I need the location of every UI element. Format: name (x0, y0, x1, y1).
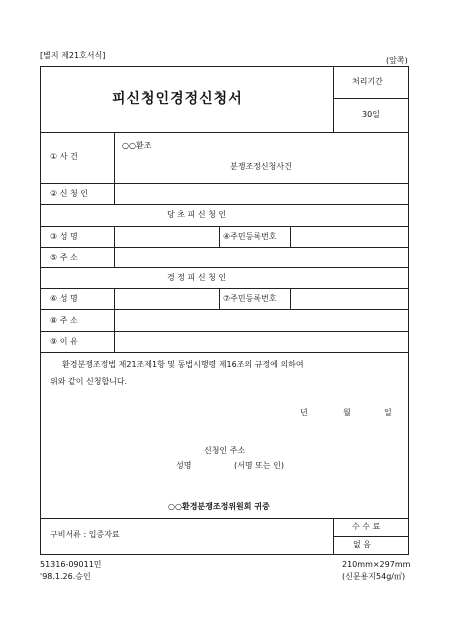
date-month: 월 (343, 408, 351, 417)
column-divider (114, 288, 115, 352)
row-divider (40, 518, 409, 519)
applicant-address-label: 신청인 주소 (204, 446, 246, 455)
statement-line-2: 위와 같이 신청합니다. (50, 377, 128, 386)
page-side-label: (앞쪽) (386, 56, 408, 65)
addressee: ○○환경분쟁조정위원회 귀중 (168, 502, 270, 511)
row-divider (40, 132, 409, 133)
corrected-name-label: ⑥ 성 명 (50, 294, 78, 303)
signature-note: (서명 또는 인) (234, 461, 284, 470)
row-divider (40, 267, 409, 268)
row-divider (40, 183, 409, 184)
required-documents: 구비서류 : 입증자료 (50, 530, 120, 539)
fee-label: 수 수 료 (352, 522, 381, 531)
paper-type: (신문용지54g/㎡) (342, 572, 406, 581)
applicant-name-label: 성명 (176, 461, 192, 470)
row-divider (40, 288, 409, 289)
case-label: ① 사 건 (50, 152, 78, 161)
row-divider (40, 309, 409, 310)
row-divider (333, 536, 409, 537)
original-respondent-header: 당 초 피 신 청 인 (167, 210, 227, 219)
case-name: ○○환조 (122, 141, 152, 150)
original-address-label: ⑤ 주 소 (50, 253, 78, 262)
column-divider (114, 226, 115, 267)
form-code: 51316-09011민 (40, 560, 102, 569)
column-divider (114, 132, 115, 204)
column-divider (290, 288, 291, 309)
processing-period-label: 처리기간 (352, 77, 383, 86)
case-type: 분쟁조정신청사건 (230, 162, 292, 171)
corrected-respondent-header: 경 정 피 신 청 인 (167, 273, 227, 282)
row-divider (40, 331, 409, 332)
applicant-label: ② 신 청 인 (50, 189, 88, 198)
row-divider (40, 204, 409, 205)
original-name-label: ③ 성 명 (50, 232, 78, 241)
row-divider (40, 352, 409, 353)
processing-period-value: 30일 (362, 110, 380, 119)
form-frame (40, 66, 409, 555)
original-rrn-label: ④주민등록번호 (223, 232, 277, 241)
column-divider (333, 66, 334, 132)
reason-label: ⑨ 이 유 (50, 337, 78, 346)
column-divider (219, 226, 220, 247)
date-day: 일 (384, 408, 392, 417)
paper-size: 210mm×297mm (342, 560, 411, 569)
column-divider (219, 288, 220, 309)
column-divider (333, 518, 334, 555)
approval-date: '98.1.26.승인 (40, 572, 91, 581)
form-title: 피신청인경정신청서 (112, 91, 243, 107)
corrected-address-label: ⑧ 주 소 (50, 316, 78, 325)
row-divider (40, 247, 409, 248)
form-number: [별지 제21호서식] (40, 51, 106, 60)
statement-line-1: 환경분쟁조정법 제21조제1항 및 동법시행령 제16조의 규정에 의하여 (62, 360, 304, 369)
row-divider (40, 226, 409, 227)
fee-value: 없 음 (353, 540, 371, 549)
date-year: 년 (300, 408, 308, 417)
column-divider (290, 226, 291, 247)
corrected-rrn-label: ⑦주민등록번호 (223, 294, 277, 303)
row-divider (333, 98, 409, 99)
